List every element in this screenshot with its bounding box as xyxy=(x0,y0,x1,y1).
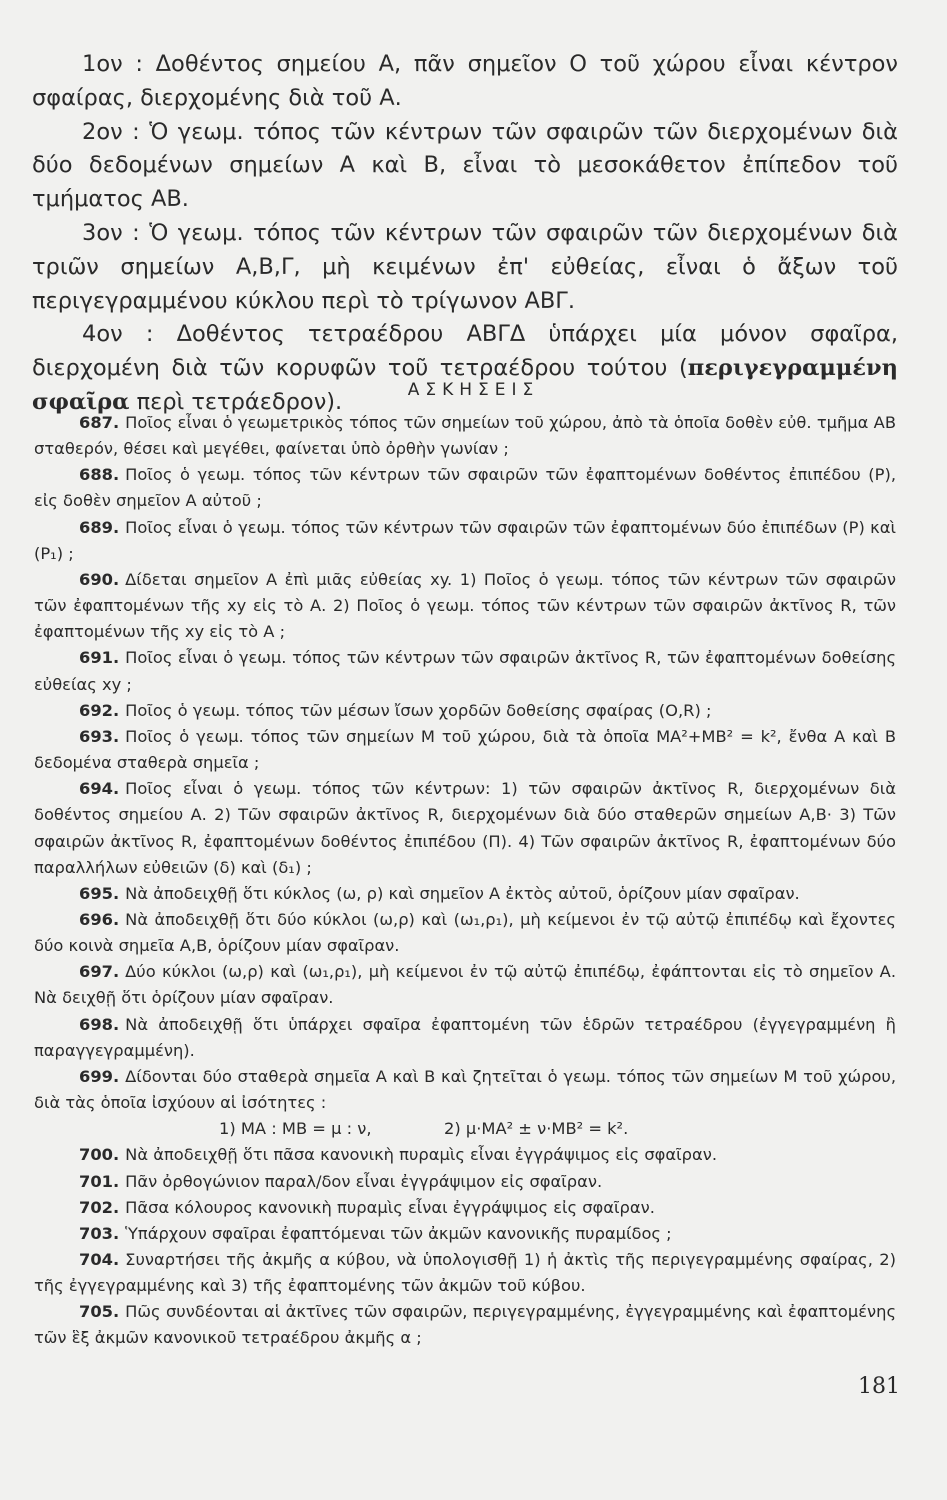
exercise-text: Ποῖος ὁ γεωμ. τόπος τῶν κέντρων τῶν σφαιρῶν τῶν ἐφαπτομένων δοθέντος ἐπιπέδου (Ρ), εἰς δοθὲν σημεῖον Α αὐτοῦ ; xyxy=(34,465,896,511)
exercise-number: 700. xyxy=(79,1145,120,1165)
formula-ratio: 1) ΜΑ : ΜΒ = μ : ν, xyxy=(219,1119,372,1139)
exercise-694 xyxy=(34,776,896,881)
exercise-text: Ποῖος ὁ γεωμ. τόπος τῶν σημείων Μ τοῦ χώρου, διὰ τὰ ὁποῖα ΜΑ²+ΜΒ² = k², ἔνθα Α καὶ Β δεδομένα σταθερὰ σημεῖα ; xyxy=(34,726,896,773)
exercise-691 xyxy=(34,645,896,697)
exercise-text: Πῶς συνδέονται αἱ ἀκτῖνες τῶν σφαιρῶν, περιγεγραμμένης, ἐγγεγραμμένης καὶ ἐφαπτομένης τῶν ἓξ ἀκμῶν κανονικοῦ τετραέδρου ἀκμῆς α ; xyxy=(34,1302,896,1348)
exercise-698 xyxy=(34,1012,896,1064)
intro-paragraph-4-bold: περιγεγραμμένη σφαῖρα xyxy=(32,355,898,415)
exercise-text: Ποῖος εἶναι ὁ γεωμ. τόπος τῶν κέντρων τῶν σφαιρῶν τῶν ἐφαπτομένων δύο ἐπιπέδων (Ρ) καὶ (Ρ₁) ; xyxy=(34,517,896,563)
exercise-text: Πᾶσα κόλουρος κανονικὴ πυραμὶς εἶναι ἐγγράψιμος εἰς σφαῖραν. xyxy=(125,1197,655,1217)
exercise-704 xyxy=(34,1247,896,1299)
exercise-699 xyxy=(34,1064,896,1116)
exercise-number: 701. xyxy=(79,1171,120,1191)
exercise-number: 687. xyxy=(79,413,120,432)
intro-paragraph-4-end: περὶ τετράεδρον). xyxy=(129,388,343,415)
intro-paragraph-4-start: 4ον : Δοθέντος τετραέδρου ΑΒΓΔ ὑπάρχει μία μόνον σφαῖρα, διερχομένη διὰ τῶν κορυφῶν τοῦ τετραέδρου τούτου ( xyxy=(32,321,898,382)
exercise-687 xyxy=(34,410,896,462)
exercise-text: Συναρτήσει τῆς ἀκμῆς α κύβου, νὰ ὑπολογισθῇ 1) ἡ ἀκτὶς τῆς περιγεγραμμένης σφαίρας, 2) τῆς ἐγγεγραμμένης καὶ 3) τῆς ἐφαπτομένης τῶν ἀκμῶν τοῦ κύβου. xyxy=(34,1250,896,1296)
exercise-text: Νὰ ἀποδειχθῇ ὅτι κύκλος (ω, ρ) καὶ σημεῖον Α ἐκτὸς αὐτοῦ, ὁρίζουν μίαν σφαῖραν. xyxy=(125,883,800,903)
exercise-text: Πᾶν ὀρθογώνιον παραλ/δον εἶναι ἐγγράψιμον εἰς σφαῖραν. xyxy=(125,1171,603,1191)
exercise-number: 694. xyxy=(79,779,120,799)
intro-text xyxy=(32,48,898,420)
exercise-702 xyxy=(34,1195,896,1221)
exercise-text: Ὑπάρχουν σφαῖραι ἐφαπτόμεναι τῶν ἀκμῶν κανονικῆς πυραμίδος ; xyxy=(125,1223,672,1243)
exercise-number: 695. xyxy=(79,883,120,903)
formula-weighted-sum: 2) μ·ΜΑ² ± ν·ΜΒ² = k². xyxy=(444,1119,629,1139)
exercise-number: 703. xyxy=(79,1223,120,1243)
exercise-number: 693. xyxy=(79,726,120,746)
exercises-heading: ΑΣΚΗΣΕΙΣ xyxy=(407,380,540,400)
exercise-697 xyxy=(34,959,896,1011)
exercise-number: 688. xyxy=(79,465,120,485)
page-number: 181 xyxy=(858,1374,900,1399)
exercise-text: Δύο κύκλοι (ω,ρ) καὶ (ω₁,ρ₁), μὴ κείμενοι ἐν τῷ αὐτῷ ἐπιπέδῳ, ἐφάπτονται εἰς τὸ σημεῖον Α. Νὰ δειχθῇ ὅτι ὁρίζουν μίαν σφαῖραν. xyxy=(34,962,896,1008)
exercise-number: 704. xyxy=(79,1250,120,1269)
exercise-text: Δίδεται σημεῖον Α ἐπὶ μιᾶς εὐθείας xy. 1) Ποῖος ὁ γεωμ. τόπος τῶν κέντρων τῶν σφαιρῶν τῶν ἐφαπτομένων τῆς xy εἰς τὸ Α. 2) Ποῖος ὁ γεωμ. τόπος τῶν κέντρων τῶν σφαιρῶν ἀκτῖνος R, τῶν ἐφαπτομένων τῆς xy εἰς τὸ Α ; xyxy=(34,569,896,642)
exercise-693 xyxy=(34,724,896,776)
exercise-text: Ποῖος εἶναι ὁ γεωμετρικὸς τόπος τῶν σημείων τοῦ χώρου, ἀπὸ τὰ ὁποῖα δοθὲν εὐθ. τμῆμα ΑΒ σταθερόν, θέσει καὶ μεγέθει, φαίνεται ὑπὸ ὀρθὴν γωνίαν ; xyxy=(34,413,896,459)
exercise-701 xyxy=(34,1169,896,1195)
exercise-text: Νὰ ἀποδειχθῇ ὅτι πᾶσα κανονικὴ πυραμὶς εἶναι ἐγγράψιμος εἰς σφαῖραν. xyxy=(125,1145,717,1165)
exercise-text: Δίδονται δύο σταθερὰ σημεῖα Α καὶ Β καὶ ζητεῖται ὁ γεωμ. τόπος τῶν σημείων Μ τοῦ χώρου, διὰ τὰς ὁποῖα ἰσχύουν αἱ ἰσότητες : xyxy=(34,1066,896,1113)
exercise-text: Νὰ ἀποδειχθῇ ὅτι ὑπάρχει σφαῖρα ἐφαπτομένη τῶν ἑδρῶν τετραέδρου (ἐγγεγραμμένη ἢ παραγγεγραμμένη). xyxy=(34,1014,896,1060)
exercise-number: 698. xyxy=(79,1014,120,1034)
intro-paragraph-3: 3ον : Ὁ γεωμ. τόπος τῶν κέντρων τῶν σφαιρῶν τῶν διερχομένων διὰ τριῶν σημείων Α,Β,Γ, μὴ κειμένων ἐπ' εὐθείας, εἶναι ὁ ἄξων τοῦ περιγεγραμμένου κύκλου περὶ τὸ τρίγωνον ΑΒΓ. xyxy=(32,219,898,314)
exercise-695 xyxy=(34,881,896,907)
intro-paragraph-2: 2ον : Ὁ γεωμ. τόπος τῶν κέντρων τῶν σφαιρῶν τῶν διερχομένων διὰ δύο δεδομένων σημείων Α καὶ Β, εἶναι τὸ μεσοκάθετον ἐπίπεδον τοῦ τμήματος ΑΒ. xyxy=(32,118,898,213)
exercise-number: 689. xyxy=(79,517,120,537)
exercise-700 xyxy=(34,1142,896,1168)
exercise-689 xyxy=(34,515,896,567)
exercise-699-formula xyxy=(34,1116,896,1142)
intro-paragraph-1: 1ον : Δοθέντος σημείου Α, πᾶν σημεῖον Ο τοῦ χώρου εἶναι κέντρον σφαίρας, διερχομένης διὰ τοῦ Α. xyxy=(32,51,898,111)
exercise-text: Νὰ ἀποδειχθῇ ὅτι δύο κύκλοι (ω,ρ) καὶ (ω₁,ρ₁), μὴ κείμενοι ἐν τῷ αὐτῷ ἐπιπέδῳ καὶ ἔχοντες δύο κοινὰ σημεῖα Α,Β, ὁρίζουν μίαν σφαῖραν. xyxy=(34,909,896,956)
intro-paragraph-4 xyxy=(32,318,898,419)
exercise-text: Ποῖος εἶναι ὁ γεωμ. τόπος τῶν κέντρων τῶν σφαιρῶν ἀκτῖνος R, τῶν ἐφαπτομένων δοθείσης εὐθείας xy ; xyxy=(34,648,896,694)
exercise-688 xyxy=(34,462,896,514)
exercise-696 xyxy=(34,907,896,959)
exercise-690 xyxy=(34,567,896,645)
exercise-number: 705. xyxy=(79,1302,120,1322)
exercise-number: 699. xyxy=(79,1066,120,1086)
exercise-number: 690. xyxy=(79,569,120,589)
exercise-list xyxy=(34,410,896,1352)
exercise-number: 696. xyxy=(79,909,120,929)
exercise-text: Ποῖος εἶναι ὁ γεωμ. τόπος τῶν κέντρων: 1) τῶν σφαιρῶν ἀκτῖνος R, διερχομένων διὰ δοθέντος σημείου Α. 2) Τῶν σφαιρῶν ἀκτῖνος R, διερχομένων διὰ δύο σταθερῶν σημείων Α,Β· 3) Τῶν σφαιρῶν ἀκτῖνος R, ἐφαπτομένων δοθέντος ἐπιπέδου (Π). 4) Τῶν σφαιρῶν ἀκτῖνος R, ἐφαπτομένων δύο παραλλήλων εὐθειῶν (δ) καὶ (δ₁) ; xyxy=(34,779,896,877)
exercise-692 xyxy=(34,698,896,724)
exercise-number: 692. xyxy=(79,700,120,720)
exercise-703 xyxy=(34,1221,896,1247)
exercise-text: Ποῖος ὁ γεωμ. τόπος τῶν μέσων ἴσων χορδῶν δοθείσης σφαίρας (Ο,R) ; xyxy=(125,700,712,720)
exercise-number: 691. xyxy=(79,648,120,668)
exercise-705 xyxy=(34,1299,896,1351)
exercise-number: 697. xyxy=(79,962,120,982)
exercise-number: 702. xyxy=(79,1197,120,1217)
